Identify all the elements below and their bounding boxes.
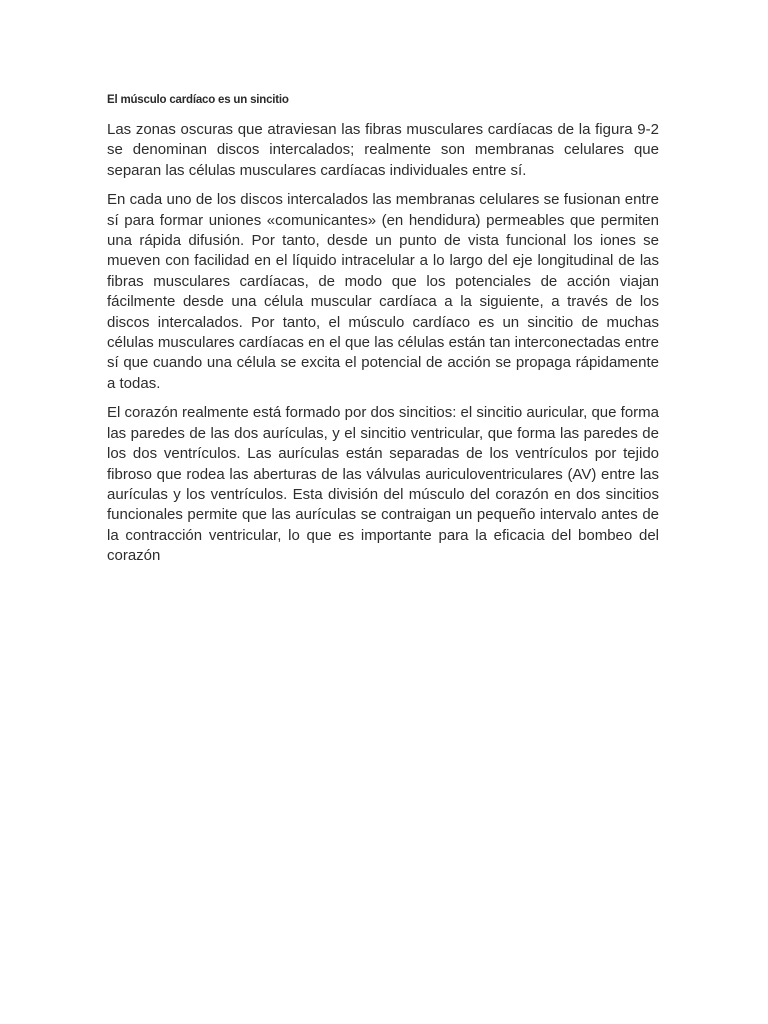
- section-heading: El músculo cardíaco es un sincitio: [107, 94, 289, 106]
- paragraph-3: El corazón realmente está formado por dos sincitios: el sincitio auricular, que forma las paredes de las dos aurículas, y el sincitio ventricular, que forma las paredes de los dos ventrículos. Las aurículas están separadas de los ventrículos por tejido fibroso que rodea las aberturas de las válvulas auriculoventriculares (AV) entre las aurículas y los ventrículos. Esta división del músculo del corazón en dos sincitios funcionales permite que las aurículas se contraigan un pequeño intervalo antes de la contracción ventricular, lo que es importante para la eficacia del bombeo del corazón: [107, 404, 659, 565]
- document-body: [107, 92, 659, 576]
- paragraph-2: En cada uno de los discos intercalados las membranas celulares se fusionan entre sí para formar uniones «comunicantes» (en hendidura) permeables que permiten una rápida difusión. Por tanto, desde un punto de vista funcional los iones se mueven con facilidad en el líquido intracelular a lo largo del eje longitudinal de las fibras musculares cardíacas, de modo que los potenciales de acción viajan fácilmente desde una célula muscular cardíaca a la siguiente, a través de los discos intercalados. Por tanto, el músculo cardíaco es un sincitio de muchas células musculares cardíacas en el que las células están tan interconectadas entre sí que cuando una célula se excita el potencial de acción se propaga rápidamente a todas.: [107, 191, 659, 392]
- paragraph-1: Las zonas oscuras que atraviesan las fibras musculares cardíacas de la figura 9-2 se denominan discos intercalados; realmente son membranas celulares que separan las células musculares cardíacas individuales entre sí.: [107, 121, 659, 179]
